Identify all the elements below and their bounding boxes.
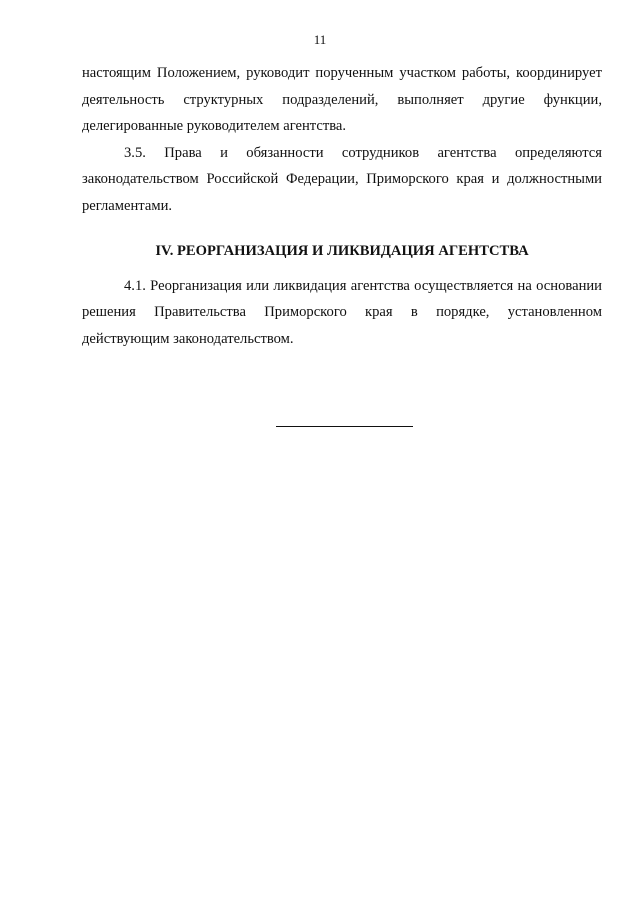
section-title: IV. РЕОРГАНИЗАЦИЯ И ЛИКВИДАЦИЯ АГЕНТСТВА bbox=[155, 243, 529, 259]
page-number: 11 bbox=[313, 32, 327, 47]
paragraph-4-1: 4.1. Реорганизация или ликвидация агентства осуществляется на основании решения Правительства Приморского края в порядке, установленном действующим законодательством. bbox=[82, 277, 602, 347]
document-body bbox=[82, 60, 602, 352]
paragraph-continuation: настоящим Положением, руководит порученным участком работы, координирует деятельность структурных подразделений, выполняет другие функции, делегированные руководителем агентства. bbox=[82, 65, 602, 134]
end-of-document-rule bbox=[276, 426, 413, 427]
paragraph-3-5: 3.5. Права и обязанности сотрудников агентства определяются законодательством Российской Федерации, Приморского края и должностными регламентами. bbox=[82, 144, 602, 214]
